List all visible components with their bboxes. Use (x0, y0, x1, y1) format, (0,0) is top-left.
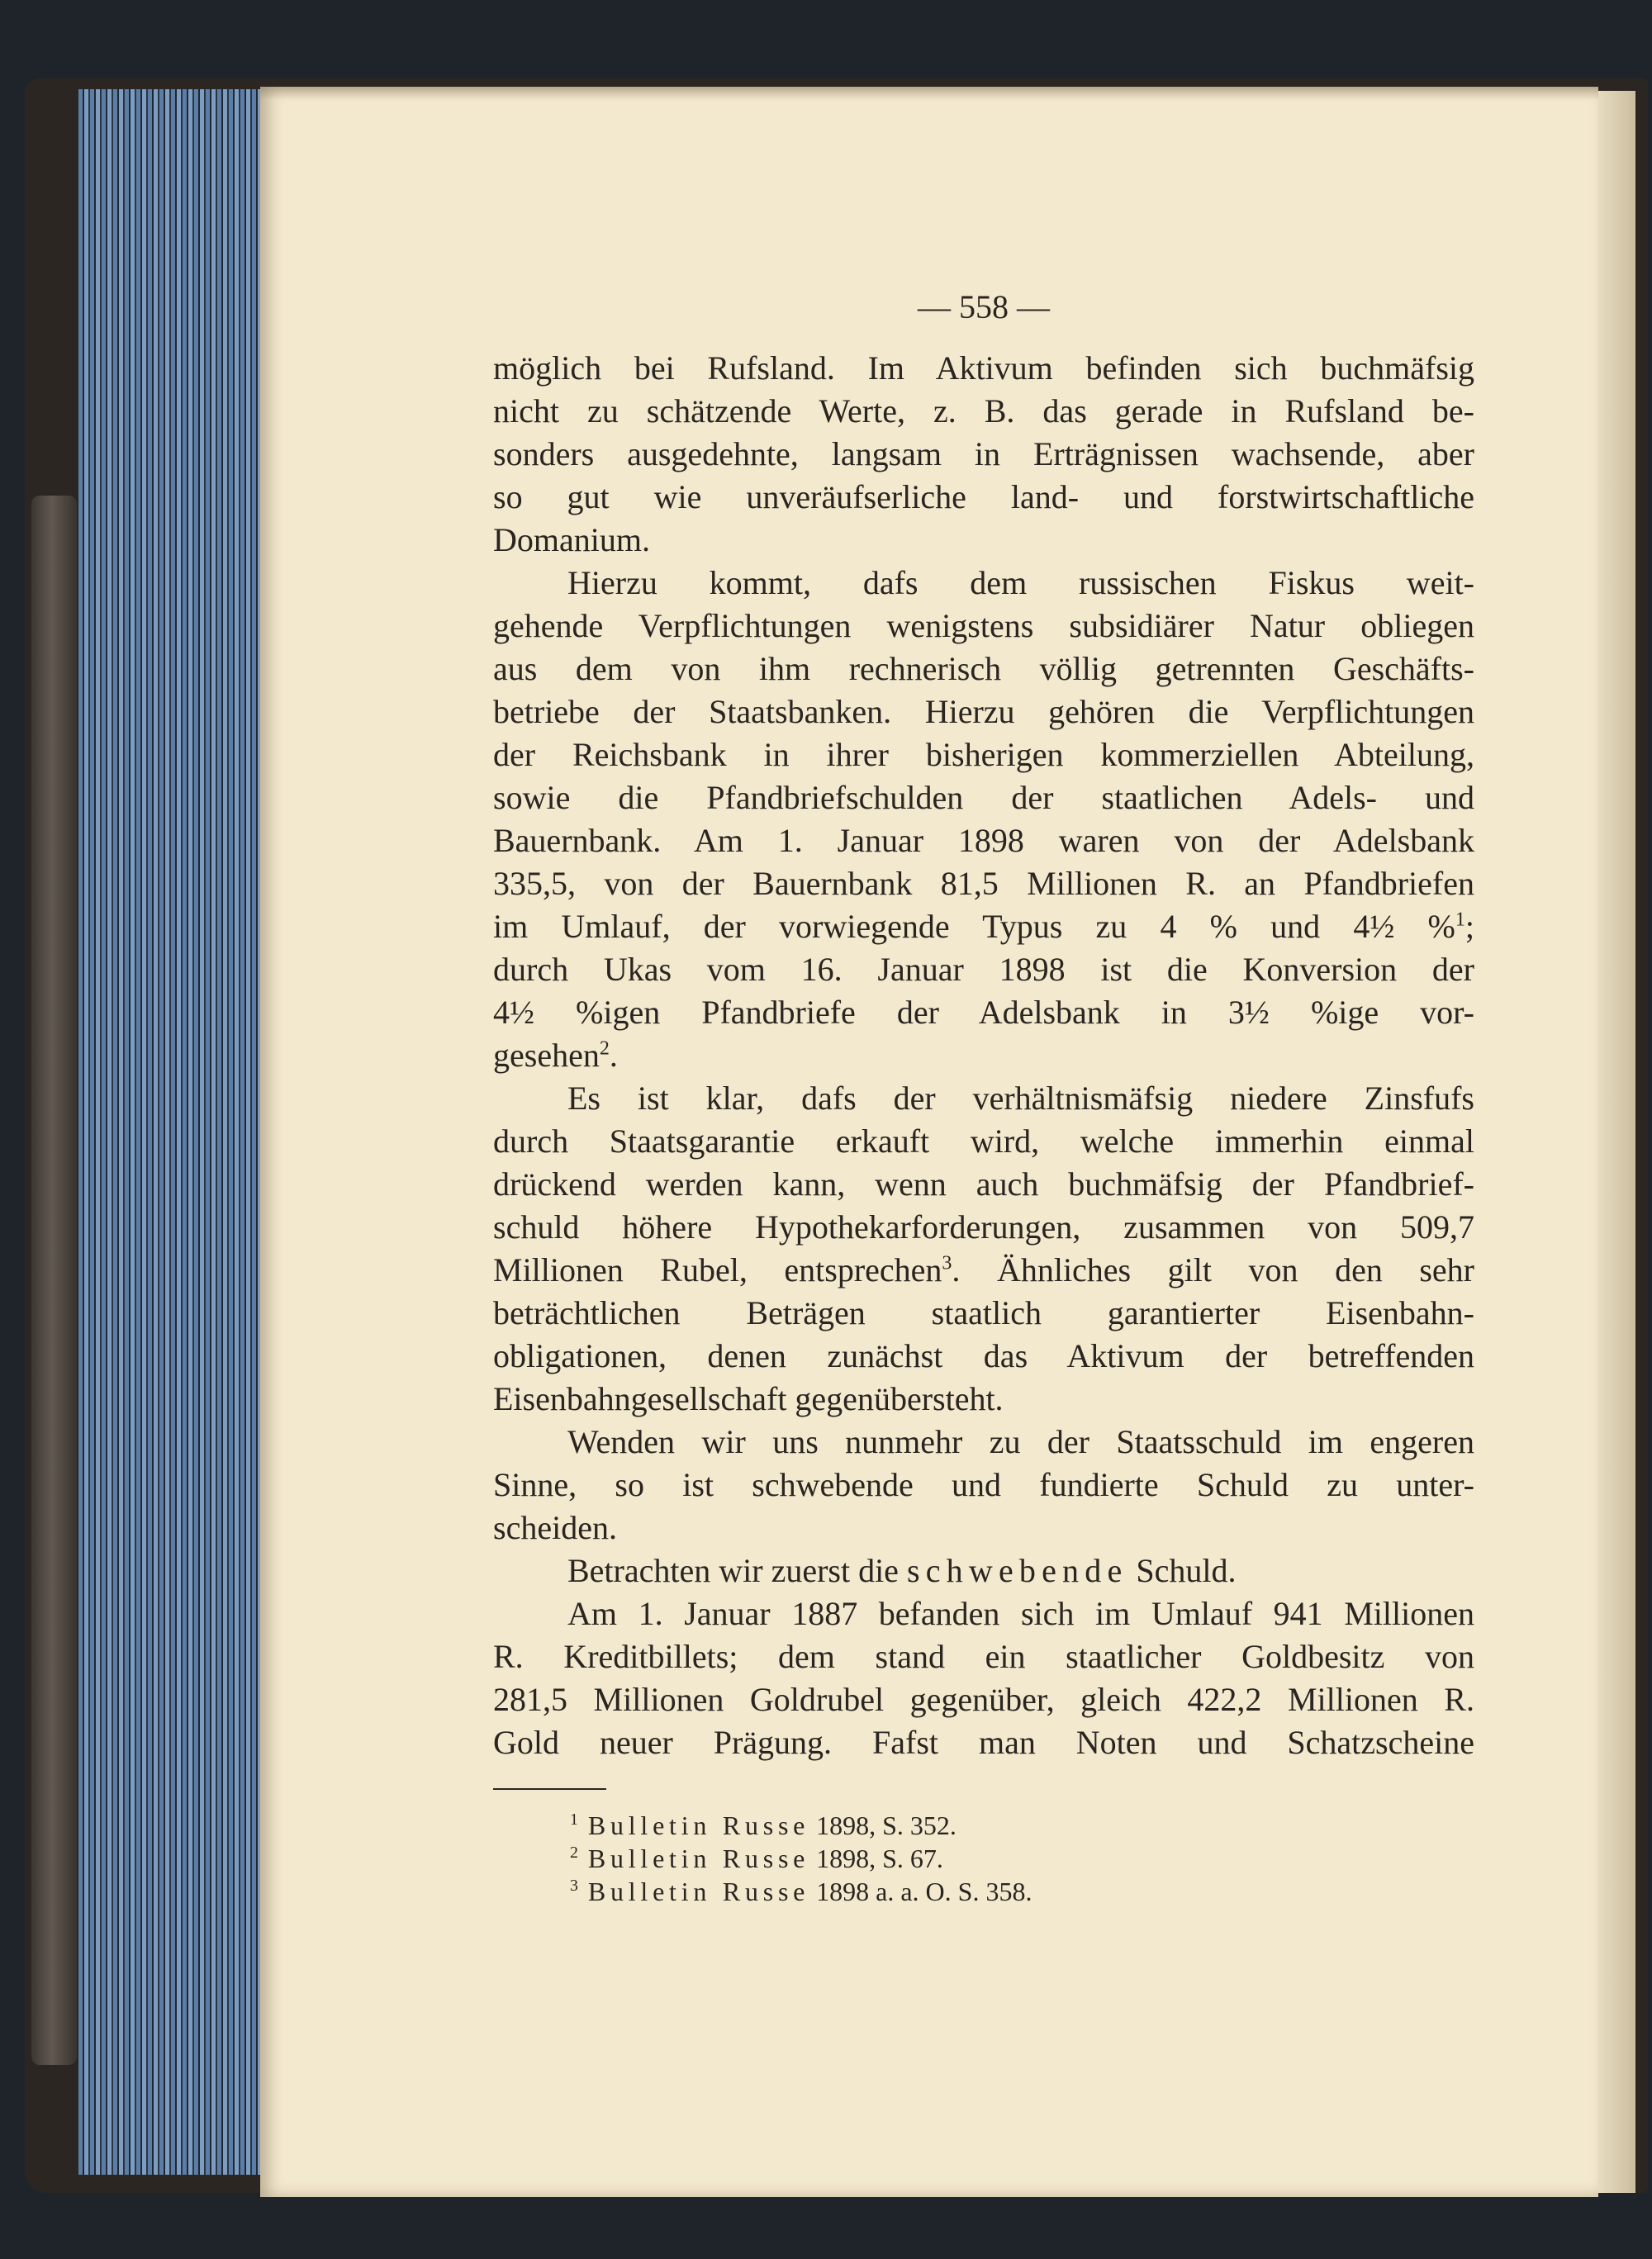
footnote-ref[interactable]: 3 (942, 1252, 952, 1274)
text-line: der Reichsbank in ihrer bisherigen kommerziellen Abteilung, (493, 736, 1474, 773)
footnote-ref-text: 1898, S. 352. (816, 1811, 957, 1840)
footnote-ref-text: 1898 a. a. O. S. 358. (816, 1877, 1032, 1906)
text-segment: und 4½ % (1237, 908, 1455, 945)
text-line (493, 1034, 1474, 1077)
footnote-ref[interactable]: 1 (1455, 909, 1465, 931)
footnote-mark: 2 (570, 1844, 578, 1863)
text-segment: gesehen (493, 1037, 600, 1074)
footnote-ref[interactable]: 2 (599, 1037, 610, 1060)
text-line: 4½ %igen Pfandbriefe der Adelsbank in 3½ %ige vor- (493, 994, 1474, 1031)
text-segment: . (609, 1037, 618, 1074)
text-line: R. Kreditbillets; dem stand ein staatlicher Goldbesitz von (493, 1638, 1474, 1675)
paragraph-start (493, 1550, 1474, 1592)
text-line: Sinne, so ist schwebende und fundierte Schuld zu unter- (493, 1466, 1474, 1503)
spine-wear (31, 496, 77, 2065)
text-line: sowie die Pfandbriefschulden der staatlichen Adels- und (493, 779, 1474, 816)
text-line (493, 905, 1474, 948)
page-number: — 558 — (918, 288, 1050, 325)
text-line: durch Ukas vom 16. Januar 1898 ist die Konversion der (493, 951, 1474, 988)
footnote-source: Bulletin Russe (587, 1877, 810, 1906)
text-line: gehende Verpflichtungen wenigstens subsidiärer Natur obliegen (493, 607, 1474, 644)
page-edges (78, 89, 277, 2175)
text-segment: ; (1464, 908, 1474, 945)
text-line: scheiden. (493, 1509, 617, 1546)
paragraph-start: Hierzu kommt, dafs dem russischen Fiskus weit- (567, 564, 1474, 601)
text-line: betriebe der Staatsbanken. Hierzu gehören die Verpflichtungen (493, 693, 1474, 730)
footnote (570, 1842, 1231, 1875)
text-line: sonders ausgedehnte, langsam in Erträgnissen wachsende, aber (493, 435, 1474, 472)
paragraph-start: Am 1. Januar 1887 befanden sich im Umlauf 941 Millionen (567, 1595, 1474, 1632)
text-line: Bauernbank. Am 1. Januar 1898 waren von der Adelsbank (493, 822, 1474, 859)
text-line: beträchtlichen Beträgen staatlich garantierter Eisenbahn- (493, 1294, 1474, 1331)
footnote (570, 1875, 1231, 1908)
paragraph-start: Es ist klar, dafs der verhältnismäfsig niedere Zinsfufs (567, 1080, 1474, 1117)
footnote-source: Bulletin Russe (587, 1811, 810, 1840)
text-line: möglich bei Rufsland. Im Aktivum befinden sich buchmäfsig (493, 349, 1474, 387)
text-line: schuld höhere Hypothekarforderungen, zusammen von 509,7 (493, 1208, 1474, 1246)
text-line: obligationen, denen zunächst das Aktivum der betreffenden (493, 1337, 1474, 1374)
footnote-source: Bulletin Russe (587, 1844, 810, 1873)
text-line: 335,5, von der Bauernbank 81,5 Millionen R. an Pfandbriefen (493, 865, 1474, 902)
text-line: Eisenbahngesellschaft gegenübersteht. (493, 1380, 1004, 1417)
footnote-mark: 1 (570, 1811, 578, 1830)
emphasized-word: schwebende (906, 1552, 1128, 1589)
text-segment: Schuld. (1127, 1552, 1237, 1589)
text-line (493, 1249, 1474, 1292)
page-right-edge (1598, 91, 1635, 2193)
footnote (570, 1809, 1231, 1842)
page-top-shade (260, 87, 1598, 100)
text-segment: im Umlauf, der vorwiegende Typus zu 4 % (493, 908, 1237, 945)
text-line: drückend werden kann, wenn auch buchmäfsig der Pfandbrief- (493, 1165, 1474, 1203)
paragraph-start: Wenden wir uns nunmehr zu der Staatsschuld im engeren (567, 1423, 1474, 1460)
footnote-rule (493, 1788, 606, 1790)
footnote-ref-text: 1898, S. 67. (816, 1844, 943, 1873)
text-line: nicht zu schätzende Werte, z. B. das gerade in Rufsland be- (493, 392, 1474, 429)
text-line: so gut wie unveräufserliche land- und forstwirtschaftliche (493, 478, 1474, 515)
text-line: Domanium. (493, 521, 650, 558)
text-segment: Betrachten wir zuerst die (567, 1552, 907, 1589)
text-line: 281,5 Millionen Goldrubel gegenüber, gleich 422,2 Millionen R. (493, 1681, 1474, 1718)
text-line: aus dem von ihm rechnerisch völlig getrennten Geschäfts- (493, 650, 1474, 687)
text-segment: Millionen Rubel, entsprechen (493, 1251, 942, 1288)
text-segment: . Ähnliches gilt von den sehr (952, 1251, 1474, 1288)
text-line: durch Staatsgarantie erkauft wird, welche immerhin einmal (493, 1122, 1474, 1160)
footnote-mark: 3 (570, 1877, 578, 1896)
text-line: Gold neuer Prägung. Fafst man Noten und Schatzscheine (493, 1724, 1474, 1761)
